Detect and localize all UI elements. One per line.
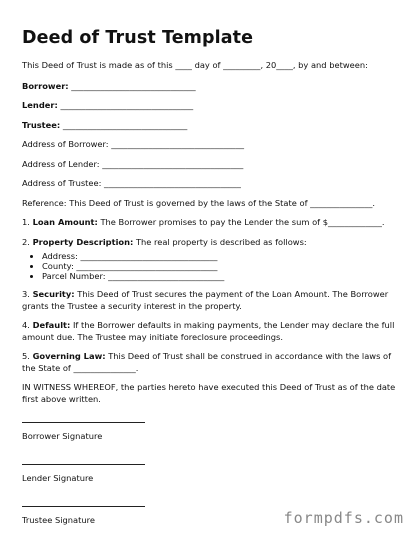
lender-signature-label: Lender Signature xyxy=(22,473,94,483)
section-property-description xyxy=(22,237,402,249)
section-heading: Property Description: xyxy=(32,236,134,247)
lender-label: Lender: xyxy=(22,100,58,110)
property-county: • County: __________________________________ xyxy=(42,261,402,271)
borrower-label: Borrower: xyxy=(22,80,69,91)
section-heading: Governing Law: xyxy=(32,351,106,361)
address-of-lender: Address of Lender: __________________________________ xyxy=(22,158,244,169)
lender-field xyxy=(22,100,402,112)
watermark-footer: formpdfs.com xyxy=(283,509,404,527)
section-heading: Loan Amount: xyxy=(32,217,98,227)
section-default xyxy=(22,320,402,343)
reference-clause: Reference: This Deed of Trust is governed by the laws of the State of _______________. xyxy=(22,197,376,208)
trustee-signature-label: Trustee Signature xyxy=(22,515,95,525)
property-parcel-number: • Parcel Number: ____________________________ xyxy=(42,271,402,281)
trustee-blank: ______________________________ xyxy=(62,119,188,130)
section-number: 2. xyxy=(22,236,30,247)
section-heading: Security: xyxy=(32,289,75,299)
section-text: The real property is described as follows: xyxy=(135,236,307,247)
borrower-field xyxy=(22,81,402,93)
witness-clause: IN WITNESS WHEREOF, the parties hereto have executed this Deed of Trust as of the date first above written. xyxy=(22,382,396,404)
page-title: Deed of Trust Template xyxy=(22,28,254,48)
trustee-label: Trustee: xyxy=(22,119,61,130)
section-number: 5. xyxy=(22,351,30,361)
address-of-borrower: Address of Borrower: ________________________________ xyxy=(22,139,244,149)
trustee-signature-line xyxy=(22,506,145,507)
section-text: If the Borrower defaults in making payments, the Lender may declare the full amount due. The Trustee may initiate foreclosure proceedings. xyxy=(22,320,395,342)
section-heading: Default: xyxy=(32,320,71,330)
section-text: This Deed of Trust secures the payment of the Loan Amount. The Borrower grants the Trustee a security interest in the property. xyxy=(22,289,389,311)
section-number: 3. xyxy=(22,289,30,299)
section-loan-amount xyxy=(22,217,402,229)
section-number: 1. xyxy=(22,217,30,227)
lender-signature-line xyxy=(22,464,145,465)
section-number: 4. xyxy=(22,320,30,330)
borrower-blank: ______________________________ xyxy=(71,80,196,91)
trustee-field xyxy=(22,120,402,132)
section-text: The Borrower promises to pay the Lender the sum of $_____________. xyxy=(100,217,385,227)
borrower-signature-line xyxy=(22,422,145,423)
borrower-signature-label: Borrower Signature xyxy=(22,431,103,441)
section-security xyxy=(22,289,402,312)
lender-blank: ________________________________ xyxy=(60,100,194,110)
section-governing-law xyxy=(22,351,402,374)
address-of-trustee: Address of Trustee: _________________________________ xyxy=(22,178,241,188)
intro-line: This Deed of Trust is made as of this ____ day of _________, 20____, by and between: xyxy=(22,60,368,70)
document-page xyxy=(22,28,402,548)
section-text: This Deed of Trust shall be construed in accordance with the laws of the State of _______________. xyxy=(22,351,392,373)
property-list xyxy=(22,251,402,281)
property-address: • Address: _________________________________ xyxy=(42,251,402,261)
